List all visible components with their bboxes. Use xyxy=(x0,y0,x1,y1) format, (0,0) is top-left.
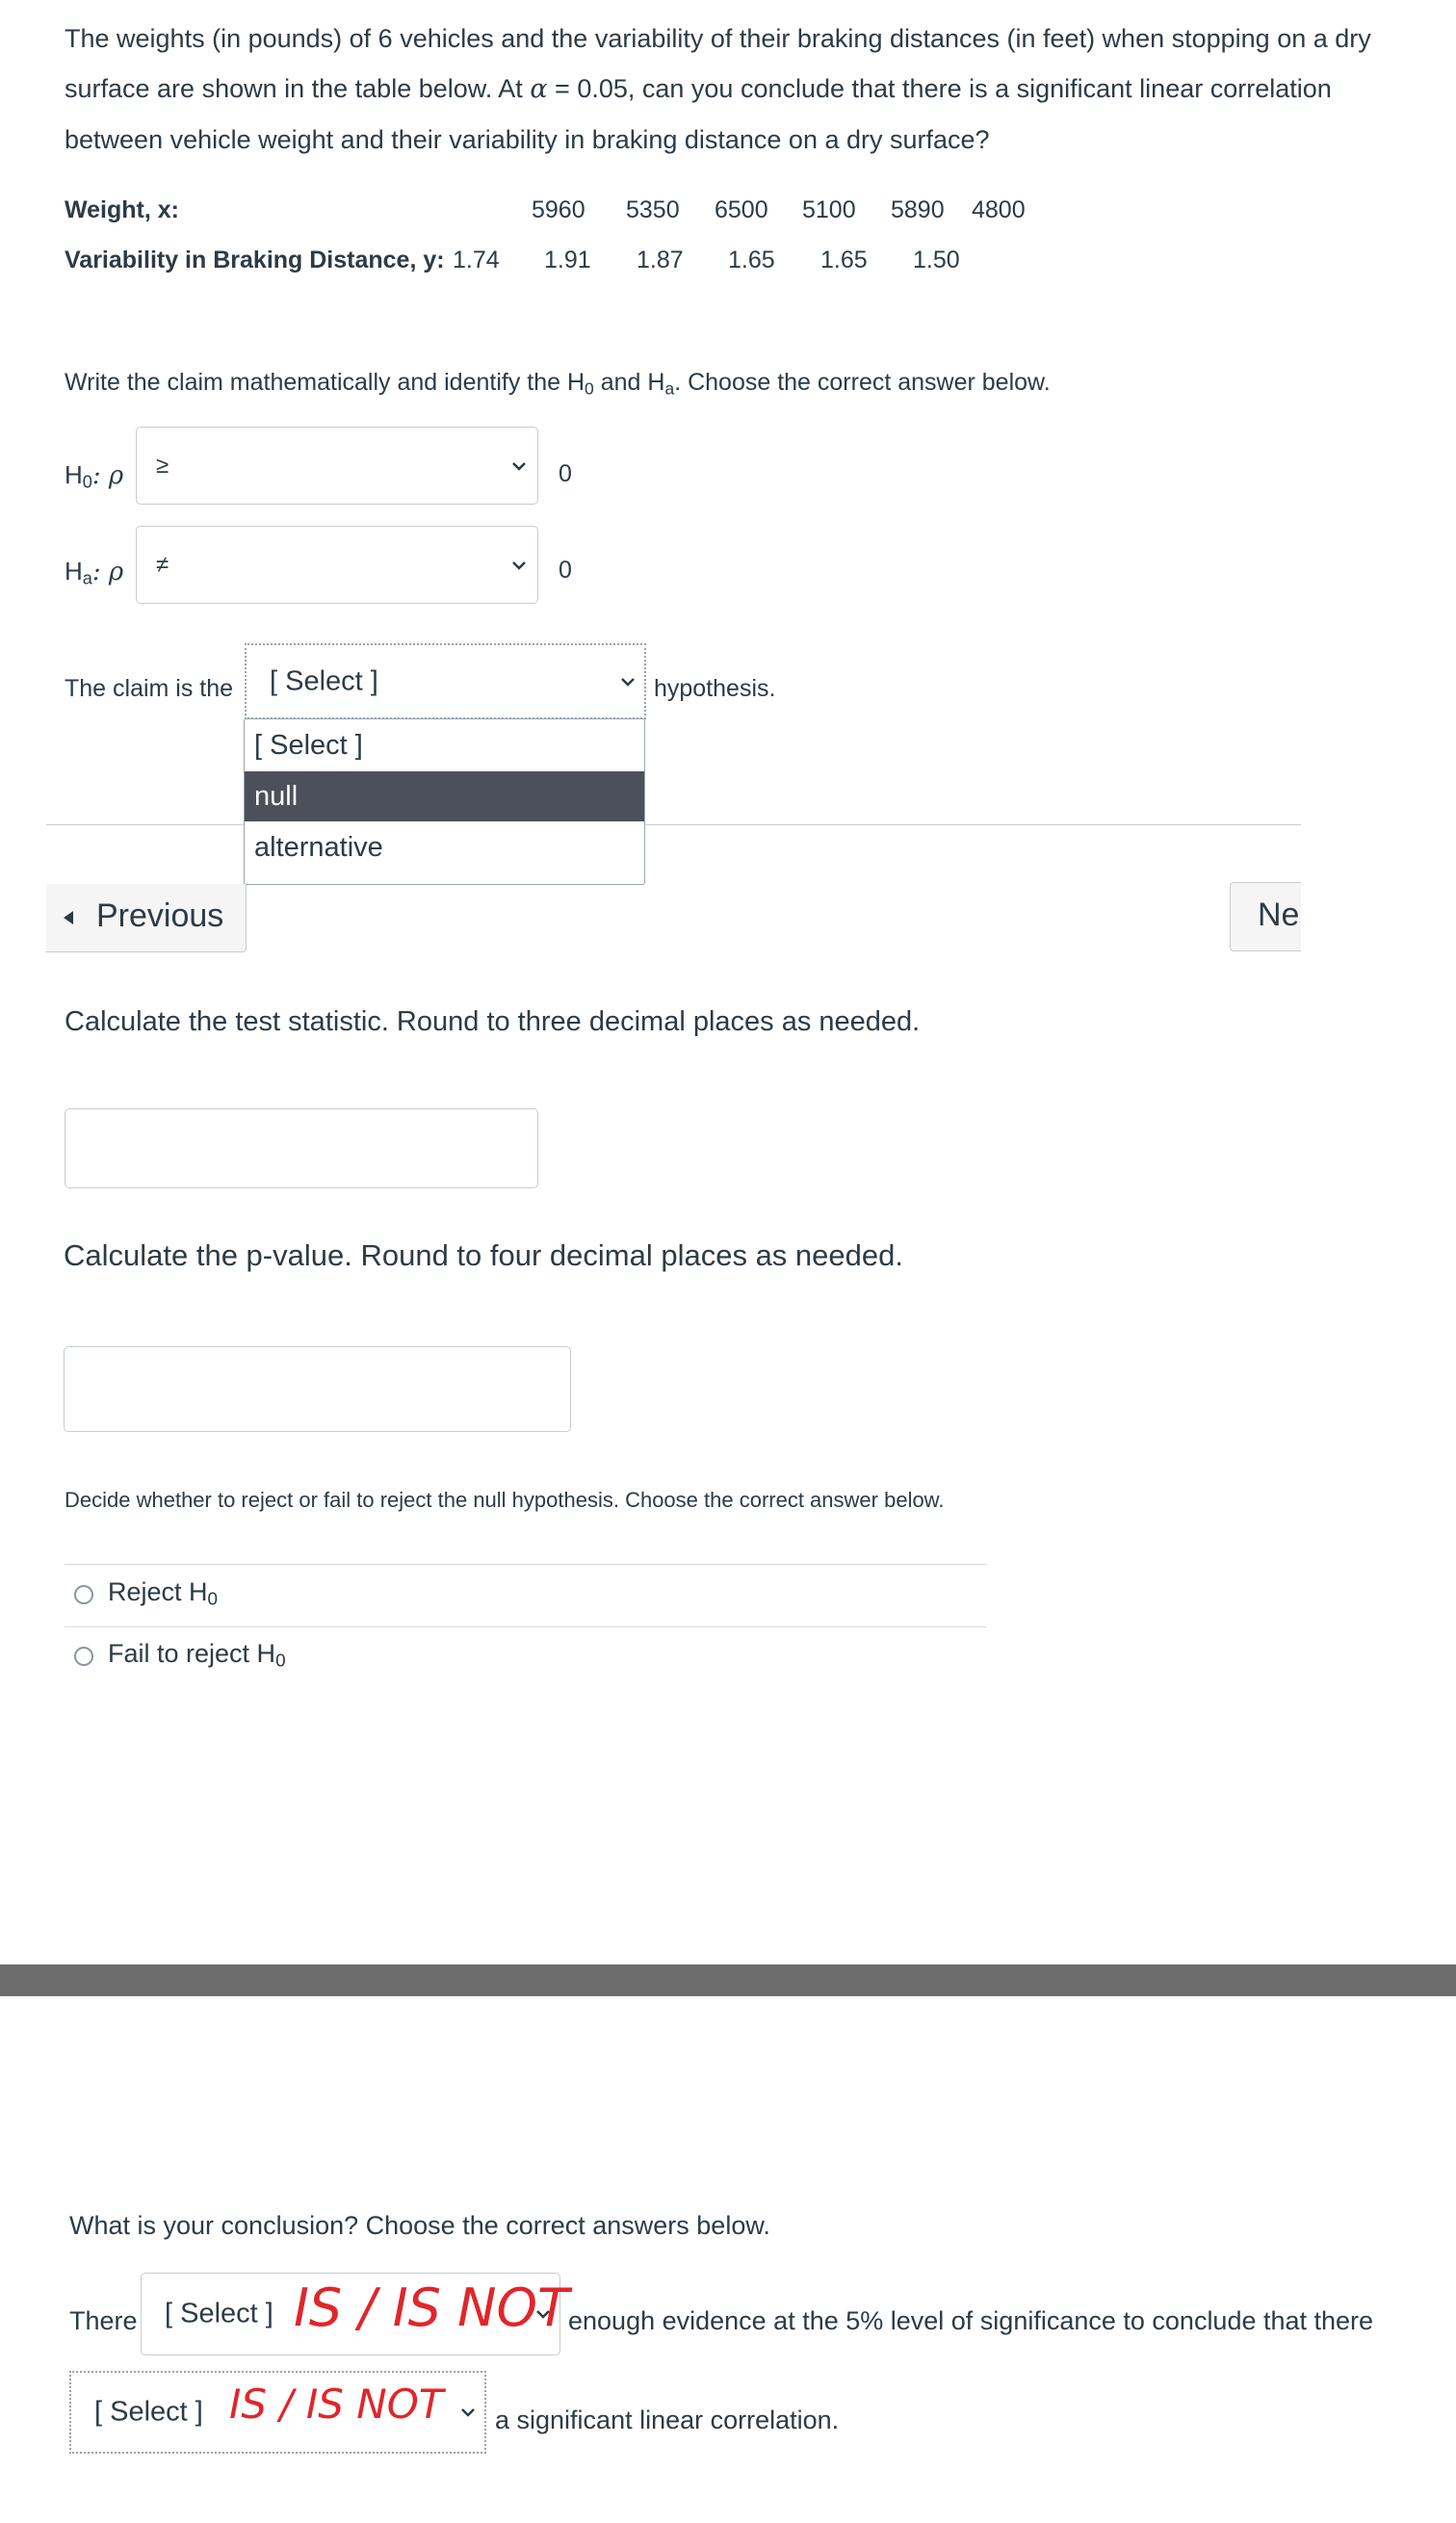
chevron-down-icon xyxy=(508,455,530,477)
claim-type-value: [ Select ] xyxy=(270,665,378,696)
previous-label: Previous xyxy=(96,897,224,934)
next-label: Ne xyxy=(1258,897,1300,933)
x-value: 6500 xyxy=(715,196,768,223)
test-statistic-prompt: Calculate the test statistic. Round to three decimal places as needed. xyxy=(65,1006,921,1037)
p-value-input[interactable] xyxy=(64,1346,571,1432)
handwritten-annotation: IS / IS NOT xyxy=(229,2380,444,2428)
ha-value: 0 xyxy=(559,557,572,584)
test-statistic-input[interactable] xyxy=(65,1108,538,1188)
question-line-2: surface are shown in the table below. At α = 0.05, can you conclude that there is a significant linear correlation xyxy=(65,74,1332,104)
x-value: 5350 xyxy=(626,196,680,223)
caret-left-icon xyxy=(62,910,75,925)
y-value: 1.65 xyxy=(728,247,775,273)
y-value: 1.74 xyxy=(453,247,500,273)
chevron-down-icon xyxy=(617,671,638,692)
conclusion-there: There xyxy=(69,2306,138,2335)
x-value: 4800 xyxy=(972,196,1026,223)
reject-h0-label: Reject $H_0$ xyxy=(108,1577,219,1610)
divider xyxy=(65,1626,987,1627)
decision-prompt: Decide whether to reject or fail to reject the null hypothesis. Choose the correct answer below. xyxy=(65,1488,945,1512)
fail-to-reject-h0-label: Fail to reject $H_0$ xyxy=(108,1639,286,1672)
h0-label: $H_0$: ρ xyxy=(65,460,124,492)
reject-h0-radio[interactable] xyxy=(74,1585,93,1604)
chevron-down-icon xyxy=(508,555,530,576)
h0-operator-select[interactable] xyxy=(136,427,538,505)
claim-type-select[interactable] xyxy=(245,643,646,719)
dropdown-option-select[interactable]: [ Select ] xyxy=(254,730,363,761)
x-value: 5100 xyxy=(802,196,856,223)
fail-to-reject-h0-radio[interactable] xyxy=(74,1647,93,1666)
chevron-down-icon xyxy=(457,2402,479,2423)
ha-operator-select[interactable] xyxy=(136,526,538,604)
claim-sentence-end: hypothesis. xyxy=(654,675,776,702)
correlation-select-value: [ Select ] xyxy=(94,2396,203,2428)
y-value: 1.87 xyxy=(637,247,684,273)
question-line-3: between vehicle weight and their variability in braking distance on a dry surface? xyxy=(65,125,990,154)
ha-label: $H_a$: ρ xyxy=(65,557,124,588)
previous-button[interactable] xyxy=(46,884,247,952)
h0-operator-value: ≥ xyxy=(156,452,169,479)
dropdown-option-null[interactable]: null xyxy=(245,771,644,821)
question-text xyxy=(65,13,1432,165)
x-value: 5890 xyxy=(891,196,945,223)
conclusion-prompt: What is your conclusion? Choose the correct answers below. xyxy=(69,2211,770,2240)
p-value-prompt: Calculate the p-value. Round to four decimal places as needed. xyxy=(64,1238,903,1272)
divider xyxy=(46,824,1301,825)
y-value: 1.65 xyxy=(820,247,868,273)
ha-operator-value: ≠ xyxy=(156,551,169,578)
next-button[interactable] xyxy=(1230,882,1301,951)
alpha-symbol: α xyxy=(530,74,548,104)
claim-prompt: Write the claim mathematically and identify the $H_0$ and $H_a$. Choose the correct answer below. xyxy=(65,369,1051,399)
table-x-label: Weight, x: xyxy=(65,196,179,223)
table-y-label: Variability in Braking Distance, y: xyxy=(65,247,445,273)
handwritten-annotation: IS / IS NOT xyxy=(294,2277,569,2338)
y-value: 1.50 xyxy=(913,247,960,273)
question-line-1: The weights (in pounds) of 6 vehicles and the variability of their braking distances (in feet) when stopping on a dry xyxy=(65,24,1371,53)
evidence-select-value: [ Select ] xyxy=(165,2298,273,2329)
conclusion-middle: enough evidence at the 5% level of significance to conclude that there xyxy=(568,2306,1374,2335)
claim-type-dropdown-list[interactable] xyxy=(244,718,645,885)
conclusion-end: a significant linear correlation. xyxy=(495,2406,840,2434)
divider xyxy=(65,1564,987,1565)
h0-value: 0 xyxy=(559,460,572,487)
separator-band xyxy=(0,1964,1456,1996)
dropdown-option-alternative[interactable]: alternative xyxy=(254,832,383,863)
x-value: 5960 xyxy=(532,196,585,223)
y-value: 1.91 xyxy=(544,247,591,273)
claim-sentence-start: The claim is the xyxy=(65,675,234,702)
